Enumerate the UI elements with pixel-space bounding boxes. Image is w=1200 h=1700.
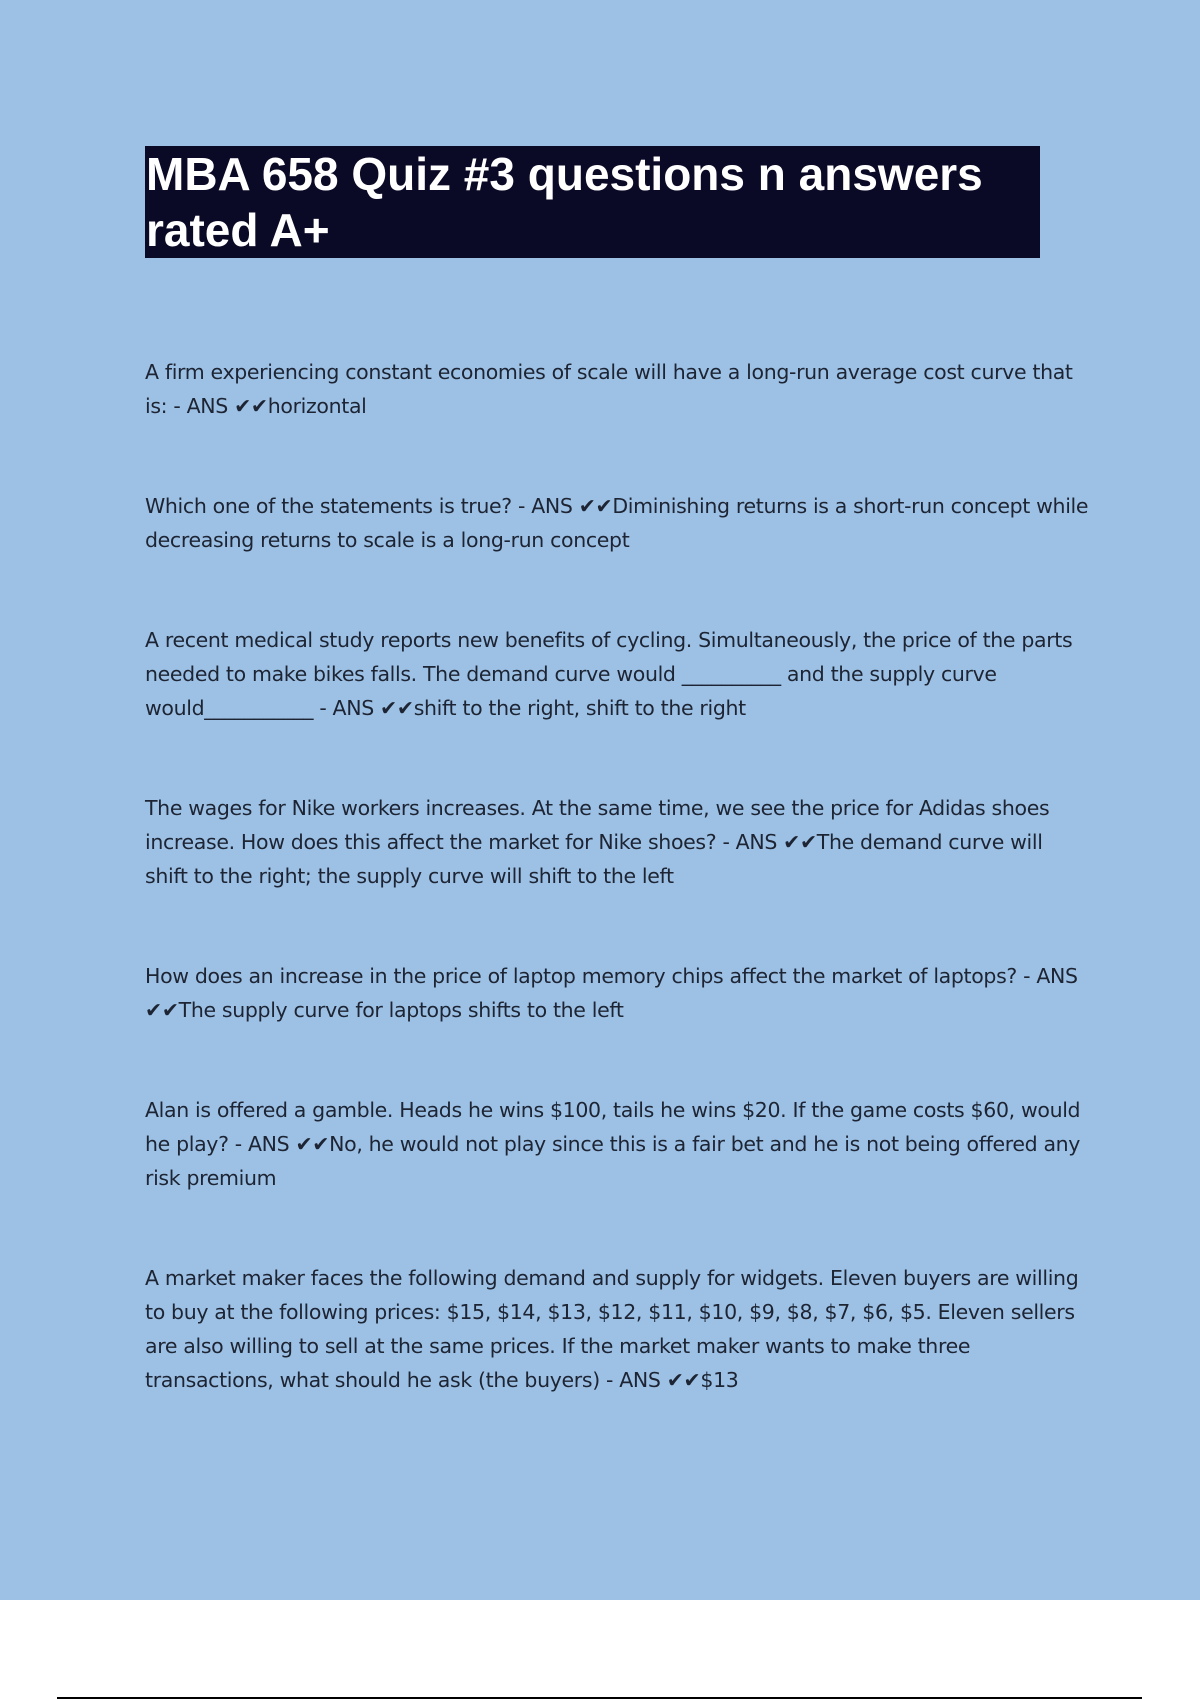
qa-item-6: [145, 1093, 1090, 1195]
qa-item-2: [145, 489, 1090, 557]
answer-text: - ANS ✔✔The supply curve for laptops shifts to the left: [145, 964, 1078, 1022]
answer-text: - ANS ✔✔horizontal: [173, 394, 367, 418]
answer-text: - ANS ✔✔Diminishing returns is a short-run concept while decreasing returns to scale is a long-run concept: [145, 494, 1089, 552]
question-text: The wages for Nike workers increases. At the same time, we see the price for Adidas shoes increase. How does this affect the market for Nike shoes?: [145, 796, 1050, 854]
title-line-1: MBA 658 Quiz #3 questions n answers: [146, 148, 983, 200]
question-text: Which one of the statements is true?: [145, 494, 512, 518]
question-text: A market maker faces the following demand and supply for widgets. Eleven buyers are willing to buy at the following prices: $15, $14, $13, $12, $11, $10, $9, $8, $7, $6, $5. Eleven sellers are also willing to sell at the same prices. If the market maker wants to make three transactions, what should he ask (the buyers): [145, 1266, 1079, 1392]
qa-item-5: [145, 959, 1090, 1027]
footer-divider: [57, 1697, 1142, 1699]
question-text: A firm experiencing constant economies of scale will have a long-run average cost curve that is:: [145, 360, 1073, 418]
question-text: How does an increase in the price of laptop memory chips affect the market of laptops?: [145, 964, 1017, 988]
qa-item-4: [145, 791, 1090, 893]
answer-text: - ANS ✔✔shift to the right, shift to the right: [319, 696, 746, 720]
answer-text: - ANS ✔✔No, he would not play since this is a fair bet and he is not being offered any risk premium: [145, 1132, 1081, 1190]
qa-list: [145, 355, 1090, 1397]
page-title: [145, 146, 1040, 258]
question-text: A recent medical study reports new benefits of cycling. Simultaneously, the price of the parts needed to make bikes falls. The demand curve would __________ and the supply curve would___________: [145, 628, 1073, 720]
answer-text: - ANS ✔✔$13: [606, 1368, 739, 1392]
qa-item-3: [145, 623, 1090, 725]
answer-text: - ANS ✔✔The demand curve will shift to the right; the supply curve will shift to the left: [145, 830, 1043, 888]
qa-item-1: [145, 355, 1090, 423]
qa-item-7: [145, 1261, 1090, 1397]
title-line-2: rated A+: [146, 204, 330, 256]
question-text: Alan is offered a gamble. Heads he wins $100, tails he wins $20. If the game costs $60, would he play?: [145, 1098, 1081, 1156]
